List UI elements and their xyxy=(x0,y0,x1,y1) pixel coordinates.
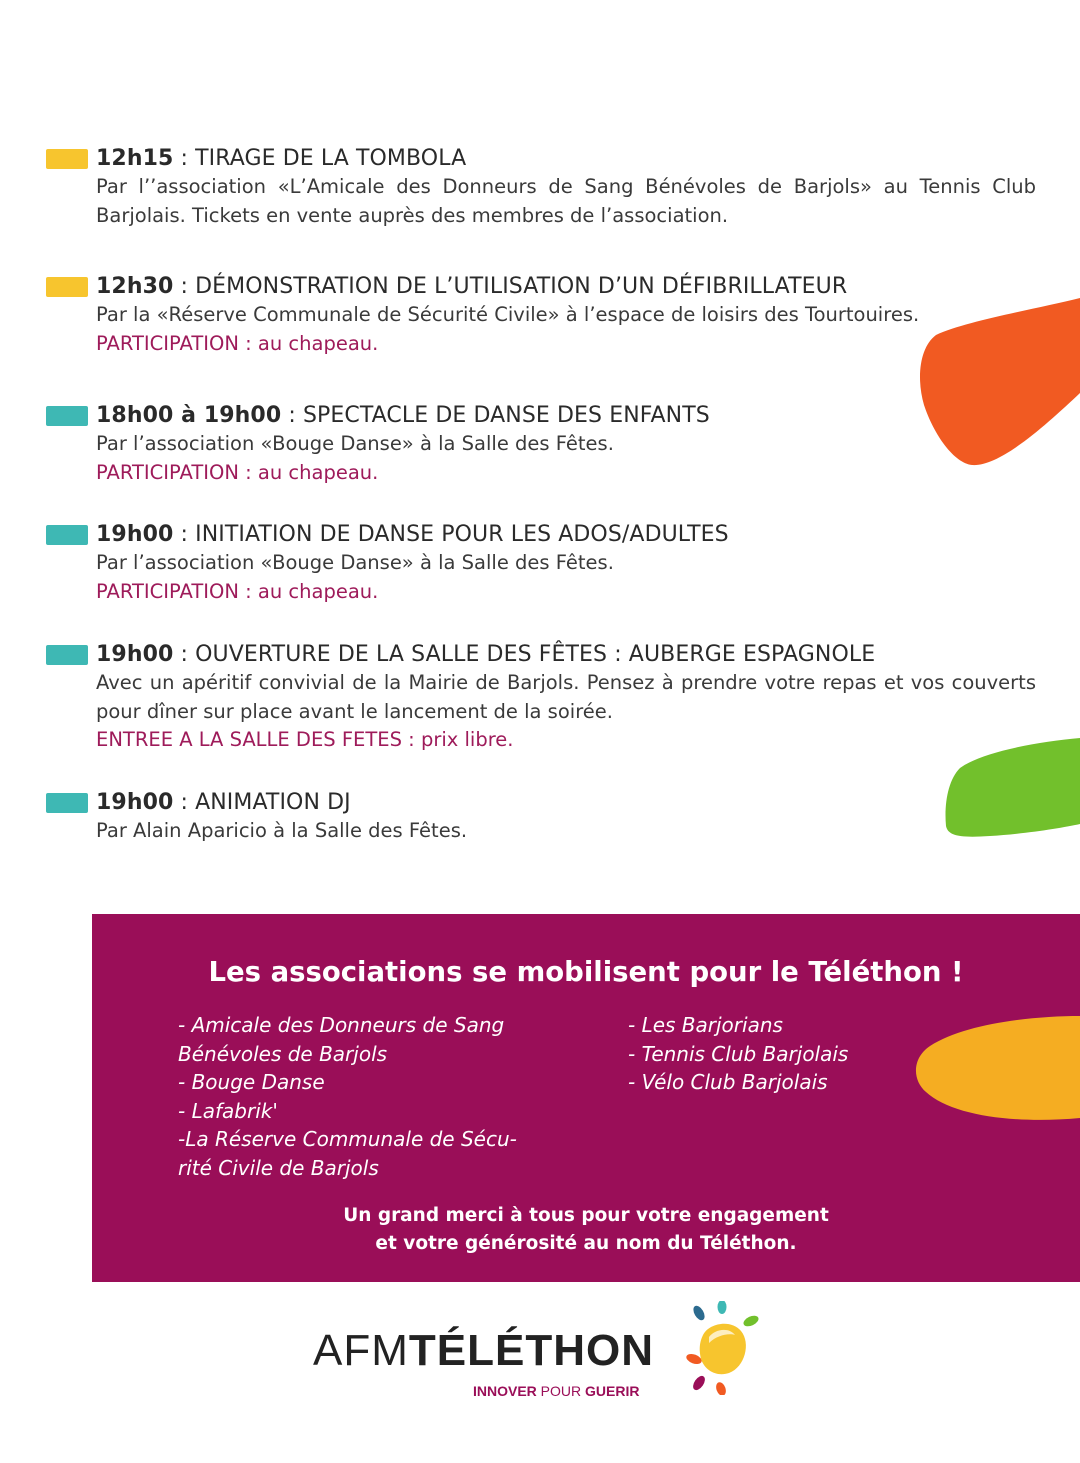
event-heading: 12h15 : TIRAGE DE LA TOMBOLA xyxy=(96,146,467,171)
association-item: - Amicale des Donneurs de Sang xyxy=(178,1013,505,1037)
association-item: rité Civile de Barjols xyxy=(178,1155,379,1180)
associations-list-right xyxy=(628,1011,928,1097)
teal-marker-icon xyxy=(46,406,88,426)
association-item: - Lafabrik' xyxy=(178,1098,278,1123)
association-item: - Bouge Danse xyxy=(178,1070,325,1094)
event-note: PARTICIPATION : au chapeau. xyxy=(96,579,379,603)
logo-wordmark: AFMTÉLÉTHON xyxy=(313,1326,654,1375)
associations-list-left xyxy=(178,1011,558,1182)
event-description: Par la «Réserve Communale de Sécurité Civile» à l’espace de loisirs des Tourtouires. xyxy=(96,303,920,326)
sun-icon xyxy=(679,1301,773,1395)
event-heading: 19h00 : INITIATION DE DANSE POUR LES ADOS/ADULTES xyxy=(96,522,729,547)
yellow-blob-shape xyxy=(912,1006,1080,1130)
event-animation-dj xyxy=(46,788,1036,846)
event-description: Par Alain Aparicio à la Salle des Fêtes. xyxy=(96,819,468,842)
event-heading: 12h30 : DÉMONSTRATION DE L’UTILISATION D’UN DÉFIBRILLATEUR xyxy=(96,274,848,299)
association-item: Bénévoles de Barjols xyxy=(178,1041,388,1066)
association-item: -La Réserve Communale de Sécu- xyxy=(178,1127,517,1151)
event-note: ENTREE A LA SALLE DES FETES : prix libre. xyxy=(96,728,514,751)
logo-tagline: INNOVER POUR GUERIR xyxy=(473,1383,640,1399)
event-auberge-espagnole xyxy=(46,640,1036,755)
event-initiation-danse xyxy=(46,520,1036,606)
event-tombola xyxy=(46,144,1036,230)
association-item: - Tennis Club Barjolais xyxy=(628,1041,849,1066)
event-spectacle-danse xyxy=(46,401,1036,487)
associations-title: Les associations se mobilisent pour le Téléthon ! xyxy=(208,956,964,988)
teal-marker-icon xyxy=(46,793,88,813)
event-heading: 19h00 : ANIMATION DJ xyxy=(96,790,351,815)
event-note: PARTICIPATION : au chapeau. xyxy=(96,460,379,484)
yellow-marker-icon xyxy=(46,149,88,169)
afm-telethon-logo xyxy=(313,1326,773,1426)
associations-panel xyxy=(92,914,1080,1282)
association-item: - Les Barjorians xyxy=(628,1013,783,1037)
event-heading: 18h00 à 19h00 : SPECTACLE DE DANSE DES ENFANTS xyxy=(96,403,710,428)
event-heading: 19h00 : OUVERTURE DE LA SALLE DES FÊTES : AUBERGE ESPAGNOLE xyxy=(96,642,876,667)
yellow-marker-icon xyxy=(46,277,88,297)
event-defibrillateur xyxy=(46,272,1036,358)
event-note: PARTICIPATION : au chapeau. xyxy=(96,331,379,355)
event-description: Par l’’association «L’Amicale des Donneurs de Sang Bénévoles de Barjols» au Tennis Club Barjolais. Tickets en vente auprès des membres de l’association. xyxy=(96,175,1036,227)
teal-marker-icon xyxy=(46,645,88,665)
event-description: Par l’association «Bouge Danse» à la Salle des Fêtes. xyxy=(96,551,614,574)
teal-marker-icon xyxy=(46,525,88,545)
association-item: - Vélo Club Barjolais xyxy=(628,1070,828,1094)
event-description: Avec un apéritif convivial de la Mairie de Barjols. Pensez à prendre votre repas et vos couverts pour dîner sur place avant le lancement de la soirée. xyxy=(96,671,1036,723)
thanks-message: Un grand merci à tous pour votre engagement et votre générosité au nom du Téléthon. xyxy=(343,1205,829,1254)
event-description: Par l’association «Bouge Danse» à la Salle des Fêtes. xyxy=(96,432,614,455)
